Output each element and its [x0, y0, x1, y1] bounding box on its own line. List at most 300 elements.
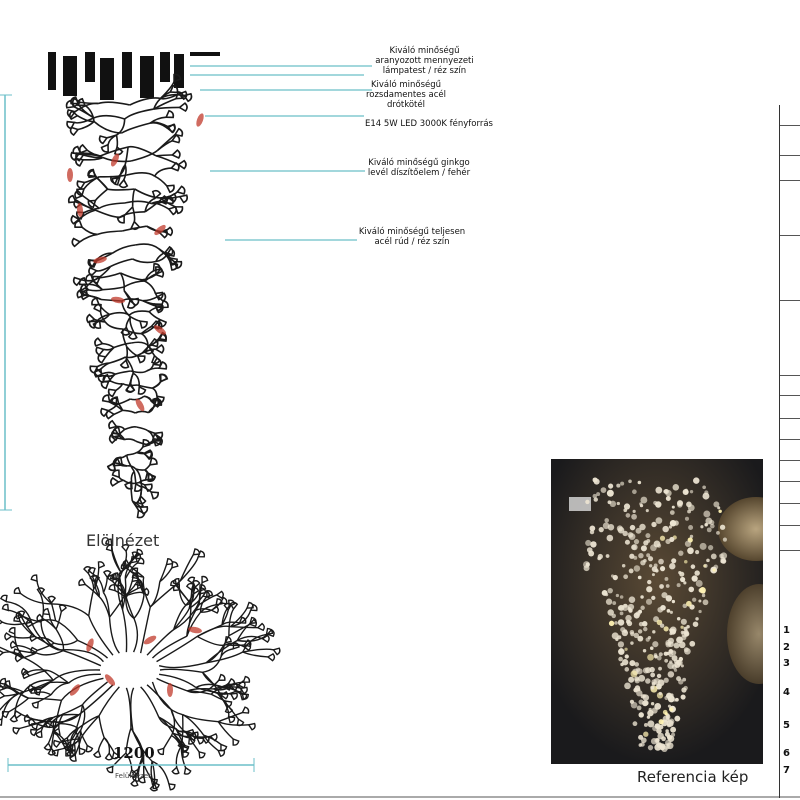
photo-leaf	[665, 577, 669, 581]
photo-leaf	[657, 674, 661, 678]
photo-leaf	[651, 522, 656, 527]
branch-stem	[114, 343, 131, 348]
photo-leaf	[652, 573, 655, 576]
photo-leaf	[660, 566, 665, 571]
branch-stem	[63, 705, 82, 714]
ginkgo-leaf	[139, 387, 146, 394]
photo-leaf	[649, 708, 652, 711]
ginkgo-leaf	[216, 599, 222, 605]
photo-leaf	[639, 712, 644, 717]
photo-leaf	[634, 612, 640, 618]
photo-leaf	[620, 663, 624, 667]
photo-leaf	[645, 533, 650, 538]
photo-leaf	[669, 707, 673, 711]
ginkgo-leaf	[217, 591, 224, 598]
branch-stem	[99, 716, 104, 738]
branch-stem	[102, 372, 115, 374]
photo-leaf	[631, 702, 638, 709]
branch-stem	[69, 674, 101, 683]
branch-stem	[135, 441, 146, 444]
ginkgo-leaf	[171, 163, 179, 171]
photo-leaf	[673, 484, 680, 491]
photo-leaf	[629, 568, 634, 573]
ginkgo-leaf	[36, 731, 42, 737]
ginkgo-leaf	[180, 195, 187, 202]
ginkgo-leaf	[218, 750, 224, 756]
photo-leaf	[652, 641, 658, 647]
branch-stem	[102, 287, 124, 290]
photo-leaf	[664, 743, 670, 749]
ginkgo-leaf	[121, 360, 129, 368]
photo-leaf	[720, 525, 725, 530]
table-row-number: 7	[783, 765, 790, 776]
photo-leaf	[633, 510, 636, 513]
ginkgo-leaf	[193, 549, 199, 555]
branch-stem	[176, 746, 181, 767]
callout-canopy: Kiváló minőségű aranyozott mennyezeti lámpatest / réz szín	[375, 46, 474, 76]
ginkgo-leaf	[188, 577, 194, 583]
photo-leaf	[670, 510, 675, 515]
ginkgo-leaf	[172, 150, 180, 158]
photo-leaf	[642, 694, 646, 698]
photo-leaf	[700, 543, 707, 550]
ginkgo-leaf	[273, 648, 279, 654]
branch-stem	[159, 674, 196, 687]
photo-leaf	[688, 587, 694, 593]
photo-leaf	[656, 728, 662, 734]
photo-leaf	[669, 632, 672, 635]
photo-leaf	[680, 626, 683, 629]
photo-leaf	[620, 595, 624, 599]
branch-stem	[125, 201, 151, 203]
ginkgo-leaf	[226, 701, 232, 707]
ginkgo-leaf	[137, 549, 143, 555]
photo-leaf	[671, 558, 676, 563]
ginkgo-leaf	[94, 751, 101, 757]
ginkgo-leaf	[113, 470, 120, 477]
ginkgo-leaf	[54, 741, 60, 747]
photo-leaf	[623, 604, 627, 608]
ginkgo-leaf	[100, 136, 107, 143]
photo-leaf	[607, 609, 613, 615]
branch-stem	[158, 135, 175, 151]
ginkgo-leaf	[102, 145, 109, 152]
photo-leaf	[624, 667, 629, 672]
table-row-number: 6	[783, 748, 790, 759]
ginkgo-leaf	[243, 677, 249, 683]
photo-leaf	[656, 742, 660, 746]
branch-stem	[135, 411, 148, 413]
branch-stem	[95, 210, 120, 217]
photo-leaf	[669, 660, 672, 663]
photo-leaf	[650, 673, 655, 678]
photo-leaf	[650, 646, 654, 650]
branch-stem	[95, 189, 107, 200]
photo-leaf	[620, 482, 624, 486]
photo-leaf	[623, 508, 627, 512]
branch-stem	[102, 344, 114, 348]
photo-leaf	[630, 630, 635, 635]
photo-leaf	[716, 531, 720, 535]
photo-leaf	[662, 526, 668, 532]
photo-leaf	[644, 701, 649, 706]
photo-leaf	[622, 564, 625, 567]
callout-steel-rod: Kiváló minőségű teljesen acél rúd / réz szín	[358, 227, 466, 247]
photo-leaf	[620, 627, 625, 632]
photo-leaf	[638, 629, 642, 633]
photo-leaf	[684, 647, 689, 652]
photo-leaf	[685, 541, 691, 547]
photo-leaf	[721, 559, 726, 564]
branch-stem	[105, 322, 123, 329]
ginkgo-leaf	[210, 734, 216, 741]
branch-stem	[152, 381, 160, 388]
branch-stem	[152, 388, 157, 396]
photo-leaf	[723, 538, 727, 542]
branch-stem	[94, 122, 122, 133]
ginkgo-leaf	[98, 562, 104, 568]
ginkgo-leaf	[166, 111, 173, 118]
photo-leaf	[655, 487, 662, 494]
photo-leaf	[684, 560, 688, 564]
photo-leaf	[665, 539, 670, 544]
photo-leaf	[687, 547, 694, 554]
photo-leaf	[663, 489, 667, 493]
branch-stem	[99, 203, 125, 208]
photo-leaf	[596, 492, 600, 496]
photo-leaf	[708, 545, 713, 550]
photo-leaf	[648, 556, 653, 561]
photo-leaf	[650, 686, 654, 690]
branch-stem	[155, 176, 167, 186]
branch-stem	[88, 290, 102, 291]
branch-stem	[144, 396, 151, 401]
branch-stem	[148, 406, 154, 413]
lamp-bulb	[188, 626, 203, 634]
photo-leaf	[622, 531, 627, 536]
branch-stem	[100, 267, 110, 277]
ginkgo-leaf	[221, 744, 227, 750]
photo-leaf	[649, 667, 655, 673]
photo-leaf	[613, 575, 618, 580]
branch-stem	[63, 651, 101, 666]
photo-leaf	[643, 540, 648, 545]
ginkgo-leaf	[0, 692, 5, 699]
ginkgo-leaf	[168, 124, 175, 132]
branch-stem	[159, 663, 206, 668]
photo-leaf	[607, 535, 614, 542]
table-row-number: 1	[783, 625, 790, 636]
ginkgo-leaf	[103, 395, 110, 402]
photo-leaf	[640, 606, 644, 610]
branch-stem	[124, 439, 135, 441]
width-dimension-label: 1200	[113, 744, 155, 762]
photo-leaf	[670, 611, 673, 614]
ginkgo-leaf	[109, 389, 116, 396]
ginkgo-leaf	[179, 103, 187, 111]
photo-leaf	[623, 574, 628, 579]
callout-ginkgo-leaf: Kiváló minőségű ginkgo levél díszítőelem / fehér	[367, 158, 471, 178]
photo-leaf	[603, 522, 610, 529]
photo-leaf	[690, 490, 693, 493]
branch-stem	[134, 618, 138, 652]
photo-leaf	[677, 617, 681, 621]
photo-leaf	[675, 698, 679, 702]
branch-stem	[180, 557, 198, 581]
branch-stem	[60, 724, 79, 729]
photo-leaf	[634, 633, 639, 638]
ginkgo-leaf	[69, 751, 75, 757]
ginkgo-leaf	[175, 129, 182, 136]
photo-leaf	[646, 586, 652, 592]
photo-leaf	[668, 671, 675, 678]
ginkgo-leaf	[32, 702, 38, 708]
photo-leaf	[636, 668, 642, 674]
branch-stem	[131, 150, 157, 161]
ginkgo-leaf	[219, 675, 225, 681]
photo-leaf	[692, 598, 696, 602]
photo-leaf	[618, 648, 624, 654]
photo-leaf	[640, 504, 643, 507]
branch-stem	[141, 607, 151, 653]
branch-stem	[125, 109, 154, 119]
photo-leaf	[686, 625, 689, 628]
photo-leaf	[670, 727, 676, 733]
ginkgo-leaf	[144, 450, 152, 458]
branch-stem	[164, 736, 172, 749]
branch-stem	[131, 483, 139, 484]
photo-leaf	[689, 641, 695, 647]
photo-leaf	[605, 593, 608, 596]
photo-leaf	[618, 619, 624, 625]
photo-leaf	[668, 705, 671, 708]
photo-leaf	[660, 623, 664, 627]
branch-stem	[115, 371, 131, 374]
photo-leaf	[598, 554, 603, 559]
top-view-caption: Felülnézet	[115, 772, 151, 780]
photo-leaf	[629, 596, 636, 603]
photo-leaf	[626, 620, 630, 624]
branch-stem	[89, 589, 94, 616]
ginkgo-leaf	[0, 650, 3, 657]
branch-stem	[51, 603, 55, 621]
branch-stem	[80, 234, 98, 241]
branch-stem	[127, 455, 134, 471]
ginkgo-leaf	[187, 584, 193, 590]
ginkgo-leaf	[138, 510, 145, 517]
photo-leaf	[647, 580, 651, 584]
branch-stem	[52, 604, 89, 616]
photo-leaf	[638, 699, 643, 704]
branch-stem	[142, 280, 155, 294]
photo-leaf	[608, 484, 613, 489]
photo-leaf	[654, 564, 658, 568]
photo-leaf	[651, 702, 654, 705]
photo-leaf	[635, 678, 640, 683]
ginkgo-leaf	[242, 707, 248, 713]
ginkgo-leaf	[80, 145, 88, 153]
ginkgo-leaf	[5, 633, 12, 640]
photo-leaf	[594, 497, 598, 501]
photo-leaf	[657, 607, 663, 613]
photo-leaf	[655, 501, 661, 507]
ginkgo-leaf	[25, 715, 31, 722]
photo-leaf	[696, 580, 703, 587]
photo-leaf	[646, 509, 649, 512]
ginkgo-leaf	[224, 604, 231, 611]
reference-photo-image	[551, 459, 763, 764]
photo-leaf	[634, 539, 639, 544]
branch-stem	[112, 245, 135, 253]
branch-stem	[82, 227, 98, 234]
branch-stem	[122, 226, 146, 231]
photo-leaf	[674, 520, 679, 525]
lamp-bulb	[67, 168, 73, 182]
ginkgo-leaf	[184, 94, 191, 101]
photo-leaf	[674, 642, 680, 648]
photo-leaf	[665, 642, 671, 648]
branch-stem	[114, 410, 123, 414]
photo-leaf	[620, 611, 624, 615]
photo-leaf	[617, 525, 623, 531]
photo-leaf	[681, 694, 686, 699]
photo-leaf	[665, 729, 668, 732]
photo-leaf	[686, 601, 692, 607]
photo-leaf	[711, 554, 717, 560]
photo-leaf	[633, 556, 637, 560]
photo-leaf	[693, 477, 699, 483]
photo-leaf	[607, 588, 612, 593]
ginkgo-leaf	[172, 767, 179, 773]
table-row-number: 5	[783, 720, 790, 731]
photo-leaf	[659, 719, 664, 724]
ginkgo-leaf	[268, 654, 275, 661]
photo-leaf	[666, 694, 670, 698]
photo-leaf	[590, 541, 596, 547]
lamp-bulb	[111, 296, 126, 304]
ginkgo-leaf	[71, 127, 78, 135]
branch-stem	[99, 738, 105, 751]
branch-stem	[160, 669, 203, 672]
ginkgo-leaf	[79, 579, 85, 585]
table-row-number: 2	[783, 642, 790, 653]
photo-leaf	[703, 564, 706, 567]
photo-leaf	[612, 601, 616, 605]
photo-leaf	[618, 657, 623, 662]
photo-leaf	[604, 518, 609, 523]
photo-leaf	[634, 565, 640, 571]
photo-leaf	[666, 496, 671, 501]
photo-leaf	[694, 570, 699, 575]
photo-leaf	[681, 664, 684, 667]
branch-stem	[36, 651, 63, 655]
photo-leaf	[698, 600, 701, 603]
photo-leaf	[672, 600, 675, 603]
photo-leaf	[640, 595, 643, 598]
ginkgo-leaf	[72, 239, 80, 247]
photo-leaf	[707, 527, 712, 532]
photo-leaf	[698, 610, 701, 613]
photo-leaf	[681, 631, 684, 634]
photo-leaf	[651, 596, 655, 600]
ginkgo-leaf	[112, 397, 119, 404]
ginkgo-leaf	[45, 743, 52, 750]
photo-leaf	[647, 654, 654, 661]
branch-stem	[135, 244, 159, 249]
branch-stem	[110, 259, 132, 267]
ginkgo-leaf	[150, 458, 157, 465]
photo-leaf	[656, 517, 663, 524]
photo-leaf	[710, 524, 715, 529]
photo-leaf	[677, 500, 683, 506]
photo-leaf	[638, 481, 642, 485]
photo-leaf	[681, 619, 687, 625]
photo-leaf	[672, 506, 675, 509]
photo-leaf	[643, 559, 647, 563]
photo-leaf	[687, 510, 691, 514]
branch-stem	[133, 259, 156, 262]
front-view-cluster	[67, 74, 192, 517]
photo-leaf	[635, 685, 640, 690]
photo-leaf	[669, 563, 675, 569]
branch-stem	[127, 347, 138, 356]
ginkgo-leaf	[14, 588, 20, 594]
branch-stem	[130, 317, 140, 321]
photo-leaf	[666, 595, 673, 602]
ginkgo-leaf	[109, 421, 116, 428]
photo-leaf	[630, 641, 633, 644]
callout-light-source: E14 5W LED 3000K fényforrás	[365, 119, 493, 129]
photo-leaf	[633, 721, 638, 726]
branch-stem	[179, 585, 186, 606]
ginkgo-leaf	[95, 338, 102, 346]
photo-leaf	[682, 678, 686, 682]
photo-leaf	[667, 723, 671, 727]
front-view-caption: Elölnézet	[86, 531, 160, 550]
branch-stem	[116, 384, 123, 391]
photo-leaf	[643, 732, 648, 737]
photo-leaf	[659, 692, 662, 695]
branch-stem	[11, 636, 34, 638]
photo-leaf	[674, 716, 680, 722]
photo-leaf	[631, 545, 636, 550]
ginkgo-leaf	[86, 745, 92, 751]
photo-leaf	[637, 706, 642, 711]
ginkgo-leaf	[2, 604, 8, 610]
photo-leaf	[718, 510, 721, 513]
photo-leaf	[672, 664, 677, 669]
table-row-number: 4	[783, 687, 790, 698]
photo-leaf	[712, 568, 715, 571]
photo-leaf	[666, 584, 670, 588]
ginkgo-leaf	[60, 605, 66, 611]
photo-leaf	[652, 630, 655, 633]
branch-stem	[129, 311, 149, 315]
photo-leaf	[638, 576, 641, 579]
branch-stem	[110, 617, 120, 653]
ginkgo-leaf	[167, 185, 174, 192]
photo-leaf	[631, 514, 637, 520]
photo-leaf	[643, 627, 647, 631]
ginkgo-leaf	[4, 681, 10, 687]
ginkgo-leaf	[96, 347, 103, 355]
photo-leaf	[640, 497, 647, 504]
branch-stem	[136, 427, 148, 431]
photo-leaf	[653, 678, 660, 685]
photo-leaf	[601, 487, 607, 493]
ginkgo-leaf	[199, 752, 205, 758]
photo-leaf	[654, 703, 661, 710]
